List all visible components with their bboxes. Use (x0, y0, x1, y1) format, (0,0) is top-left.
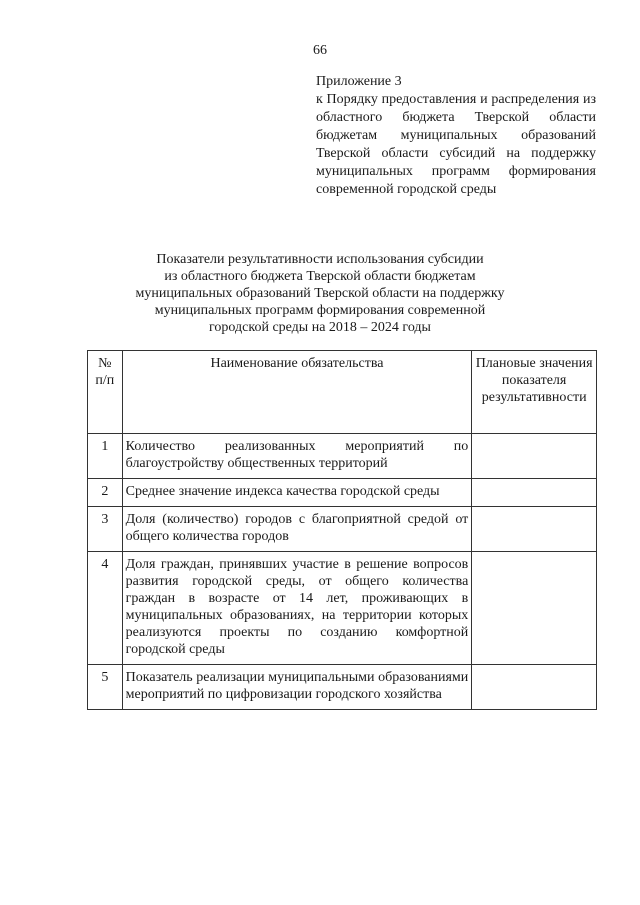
indicators-table (87, 350, 597, 710)
header-planned-values: Плановые значения показателя результативности (472, 351, 597, 434)
row-number: 3 (88, 507, 123, 552)
table-row (88, 479, 597, 507)
row-name: Количество реализованных мероприятий по благоустройству общественных территорий (122, 434, 472, 479)
row-number: 2 (88, 479, 123, 507)
row-name: Среднее значение индекса качества городской среды (122, 479, 472, 507)
row-number: 5 (88, 665, 123, 710)
row-name: Доля граждан, принявших участие в решение вопросов развития городской среды, от общего количества граждан в возрасте от 14 лет, проживающих в муниципальных образованиях, на территории которых реализуются проекты по созданию комфортной городской среды (122, 552, 472, 665)
row-number: 1 (88, 434, 123, 479)
header-number: № п/п (88, 351, 123, 434)
table-header-row (88, 351, 597, 434)
table-row (88, 552, 597, 665)
title-line: Показатели результативности использования субсидии (156, 252, 484, 267)
header-obligation-name: Наименование обязательства (122, 351, 472, 434)
appendix-title: Приложение 3 (316, 74, 402, 89)
document-title (120, 251, 520, 336)
appendix-block (316, 73, 596, 199)
table-row (88, 434, 597, 479)
row-number: 4 (88, 552, 123, 665)
appendix-text: к Порядку предоставления и распределения из областного бюджета Тверской области бюджетам муниципальных образований Тверской области субсидий на поддержку муниципальных программ формирования современной городской среды (316, 92, 596, 197)
row-value (472, 665, 597, 710)
row-name: Доля (количество) городов с благоприятной средой от общего количества городов (122, 507, 472, 552)
title-line: из областного бюджета Тверской области бюджетам (164, 269, 476, 284)
row-value (472, 434, 597, 479)
page-number: 66 (313, 43, 327, 58)
title-line: муниципальных программ формирования современной (154, 303, 486, 318)
row-value (472, 507, 597, 552)
row-value (472, 479, 597, 507)
table-row (88, 507, 597, 552)
table-row (88, 665, 597, 710)
row-name: Показатель реализации муниципальными образованиями мероприятий по цифровизации городского хозяйства (122, 665, 472, 710)
title-line: городской среды на 2018 – 2024 годы (209, 320, 431, 335)
title-line: муниципальных образований Тверской области на поддержку (135, 286, 505, 301)
row-value (472, 552, 597, 665)
